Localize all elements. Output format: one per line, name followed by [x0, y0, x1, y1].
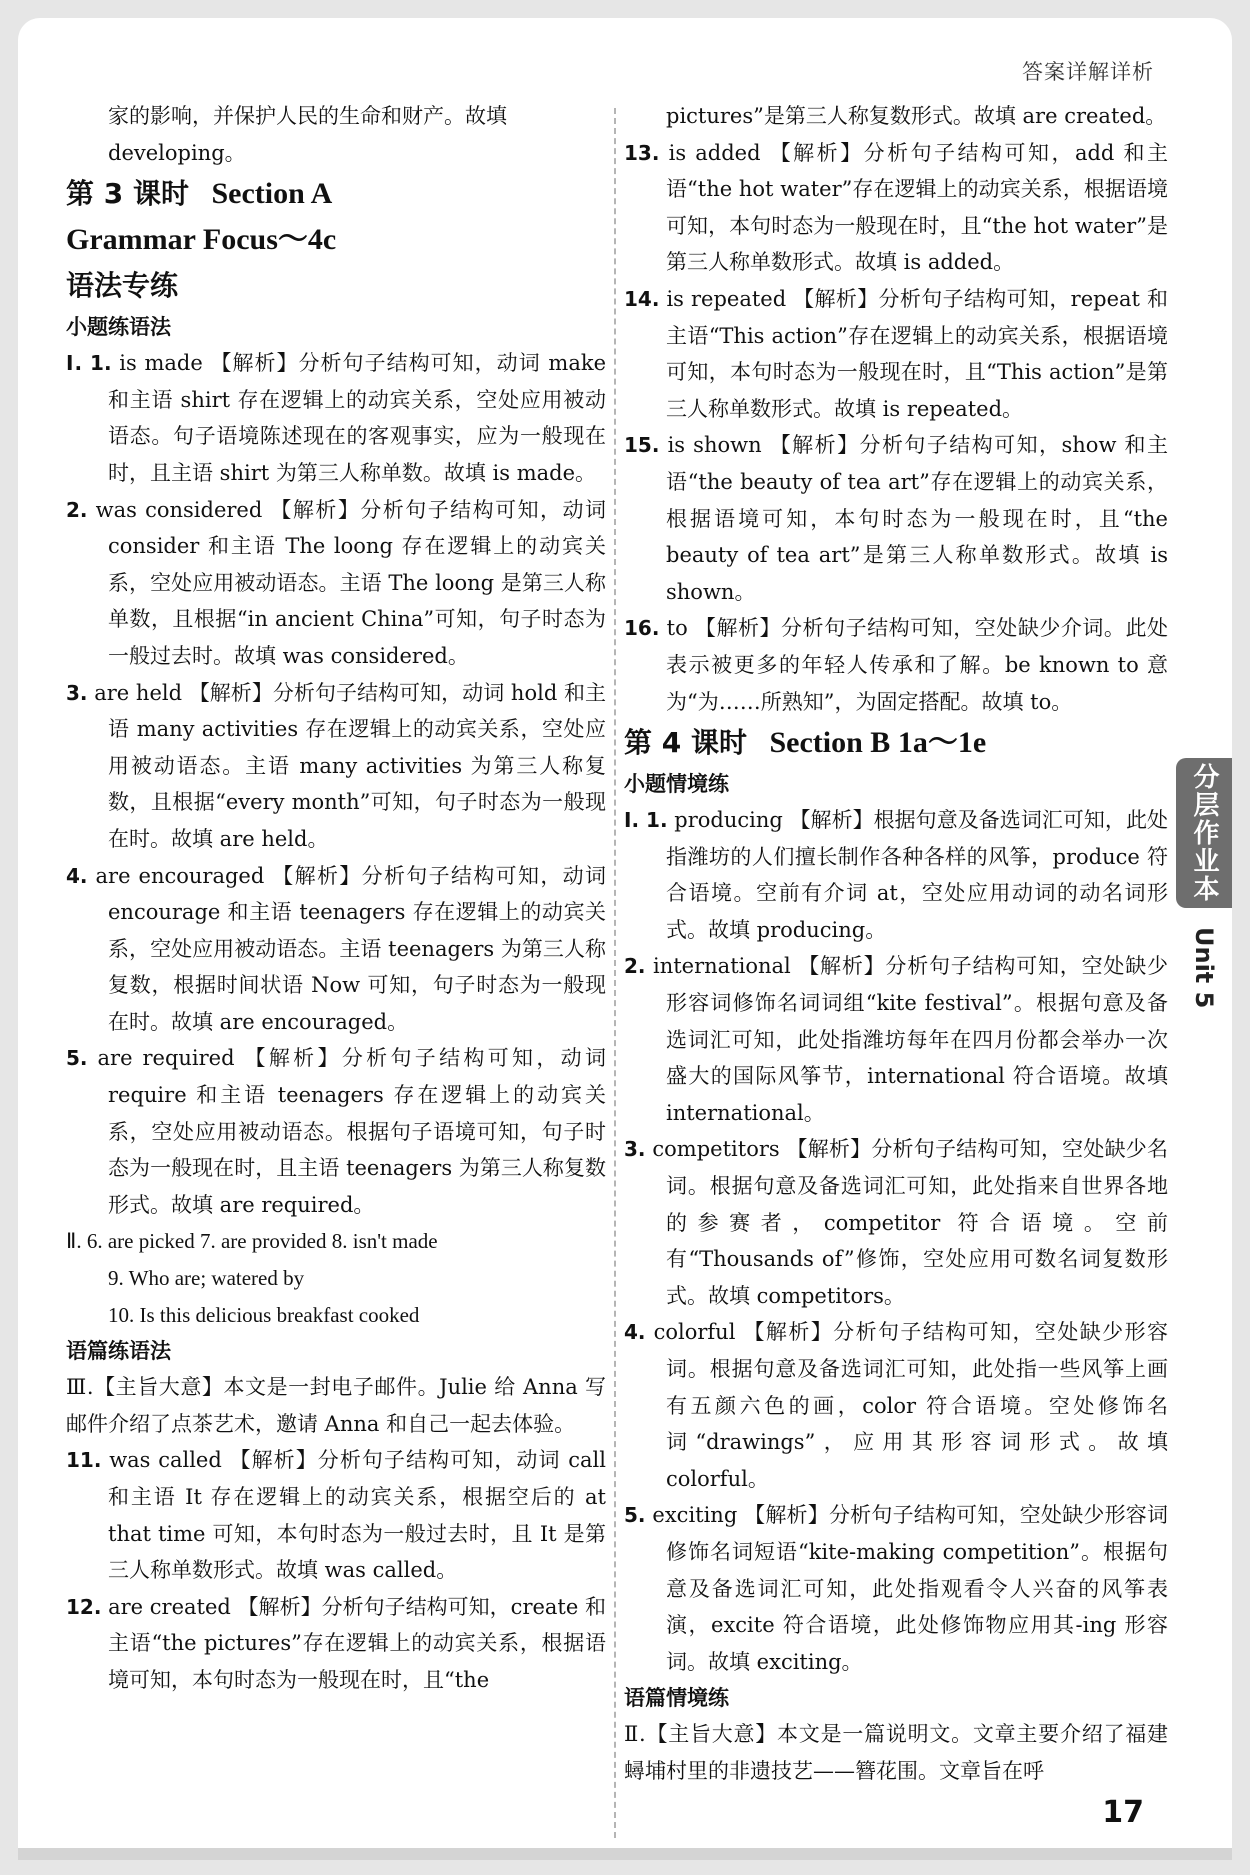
answer-item: 4. are encouraged 【解析】分析句子结构可知，动词 encourage 和主语 teenagers 存在逻辑上的动宾关系，空处应用被动语态。主语 teenagers 为第三人称复数，根据时间状语 Now 可知，句子时态为一般现在时。故填 are encouraged。 — [66, 863, 606, 1034]
answer-item: 2. international 【解析】分析句子结构可知，空处缺少形容词修饰名词词组“kite festival”。根据句意及备选词汇可知，此处指潍坊每年在四月份都会举办一次盛大的国际风筝节，international 符合语境。故填 international。 — [624, 954, 1168, 1125]
lesson-section: Section B 1a～1e — [769, 726, 987, 760]
lesson-subtitle-en: Grammar Focus～4c — [66, 223, 337, 257]
answer-page — [18, 18, 1232, 1860]
intro-line: developing。 — [108, 140, 246, 165]
answer-item: 5. exciting 【解析】分析句子结构可知，空处缺少形容词修饰名词短语“kite-making competition”。根据句意及备选词汇可知，此处指观看令人兴奋的风筝表演，excite 符合语境，此处修饰物应用其-ing 形容词。故填 exciting。 — [624, 1503, 1168, 1674]
answer-item: 13. is added 【解析】分析句子结构可知，add 和主语“the hot water”存在逻辑上的动宾关系，根据语境可知，本句时态为一般现在时，且“the hot water”是第三人称单数形式。故填 is added。 — [624, 140, 1168, 275]
left-column — [66, 98, 606, 1699]
side-tab: 分层作业本 — [1176, 758, 1232, 908]
column-divider — [614, 108, 616, 1838]
answer-item: 5. are required 【解析】分析句子结构可知，动词 require 和主语 teenagers 存在逻辑上的动宾关系，空处应用被动语态。根据句子语境可知，句子时态为一般现在时，且主语 teenagers 为第三人称复数形式。故填 are required。 — [66, 1046, 606, 1217]
continued-line: pictures”是第三人称复数形式。故填 are created。 — [666, 104, 1167, 128]
intro-line: 家的影响，并保护人民的生命和财产。故填 — [108, 104, 507, 128]
answer-item: Ⅰ. 1. producing 【解析】根据句意及备选词汇可知，此处指潍坊的人们擅长制作各种各样的风筝，produce 符合语境。空前有介词 at，空处应用动词的动名词形式。故填 producing。 — [624, 808, 1168, 942]
part2-line: Ⅱ. 6. are picked 7. are provided 8. isn't made — [66, 1229, 438, 1254]
lesson-number: 第 3 课时 — [66, 177, 189, 211]
answer-item: 3. competitors 【解析】分析句子结构可知，空处缺少名词。根据句意及备选词汇可知，此处指来自世界各地的参赛者，competitor 符合语境。空前有“Thousands of”修饰，空处应用可数名词复数形式。故填 competitors。 — [624, 1137, 1168, 1308]
lesson-title — [66, 171, 606, 217]
lesson-section: Section A — [211, 177, 333, 211]
answer-item: 3. are held 【解析】分析句子结构可知，动词 hold 和主语 many activities 存在逻辑上的动宾关系，空处应用被动语态。主语 many activities 为第三人称复数，且根据“every month”可知，句子时态为一般现在时。故填 are held。 — [66, 680, 606, 851]
part2-line: 9. Who are; watered by — [108, 1266, 305, 1291]
footer-bar — [18, 1848, 1232, 1860]
page-number: 17 — [1102, 1795, 1144, 1830]
section-heading: 语篇情境练 — [624, 1686, 729, 1711]
answer-item: 11. was called 【解析】分析句子结构可知，动词 call 和主语 It 存在逻辑上的动宾关系，根据空后的 at that time 可知，本句时态为一般过去时，且 It 是第三人称单数形式。故填 was called。 — [66, 1448, 606, 1583]
part2-line: 10. Is this delicious breakfast cooked — [108, 1302, 420, 1327]
main-idea: Ⅱ.【主旨大意】本文是一篇说明文。文章主要介绍了福建蟳埔村里的非遗技艺——簪花围。文章旨在呼 — [624, 1722, 1168, 1783]
answer-item: 16. to 【解析】分析句子结构可知，空处缺少介词。此处表示被更多的年轻人传承和了解。be known to 意为“为……所熟知”，为固定搭配。故填 to。 — [624, 616, 1168, 714]
answer-item: 14. is repeated 【解析】分析句子结构可知，repeat 和主语“This action”存在逻辑上的动宾关系，根据语境可知，本句时态为一般现在时，且“This action”是第三人称单数形式。故填 is repeated。 — [624, 286, 1168, 421]
section-heading: 语篇练语法 — [66, 1339, 171, 1364]
main-idea: Ⅲ.【主旨大意】本文是一封电子邮件。Julie 给 Anna 写邮件介绍了点茶艺术，邀请 Anna 和自己一起去体验。 — [66, 1375, 606, 1436]
answer-item: 15. is shown 【解析】分析句子结构可知，show 和主语“the beauty of tea art”存在逻辑上的动宾关系，根据语境可知，本句时态为一般现在时，且“the beauty of tea art”是第三人称单数形式。故填 is shown。 — [624, 433, 1168, 604]
answer-item: Ⅰ. 1. is made 【解析】分析句子结构可知，动词 make 和主语 shirt 存在逻辑上的动宾关系，空处应用被动语态。句子语境陈述现在的客观事实，应为一般现在时，且主语 shirt 为第三人称单数。故填 is made。 — [66, 351, 606, 485]
lesson-subtitle-cn: 语法专练 — [66, 269, 179, 303]
unit-label: Unit 5 — [1190, 927, 1218, 1009]
header-title: 答案详解详析 — [1022, 60, 1154, 84]
section-heading: 小题情境练 — [624, 772, 729, 797]
section-heading: 小题练语法 — [66, 315, 171, 340]
lesson-title — [624, 720, 1168, 766]
right-column — [624, 98, 1168, 1790]
answer-item: 4. colorful 【解析】分析句子结构可知，空处缺少形容词。根据句意及备选词汇可知，此处指一些风筝上画有五颜六色的画，color 符合语境。空处修饰名词“drawings”，应用其形容词形式。故填 colorful。 — [624, 1320, 1168, 1491]
answer-item: 12. are created 【解析】分析句子结构可知，create 和主语“the pictures”存在逻辑上的动宾关系，根据语境可知，本句时态为一般现在时，且“the — [66, 1594, 606, 1692]
answer-item: 2. was considered 【解析】分析句子结构可知，动词 consider 和主语 The loong 存在逻辑上的动宾关系，空处应用被动语态。主语 The loong 是第三人称单数，且根据“in ancient China”可知，句子时态为一般过去时。故填 was considered。 — [66, 497, 606, 668]
lesson-number: 第 4 课时 — [624, 726, 747, 760]
